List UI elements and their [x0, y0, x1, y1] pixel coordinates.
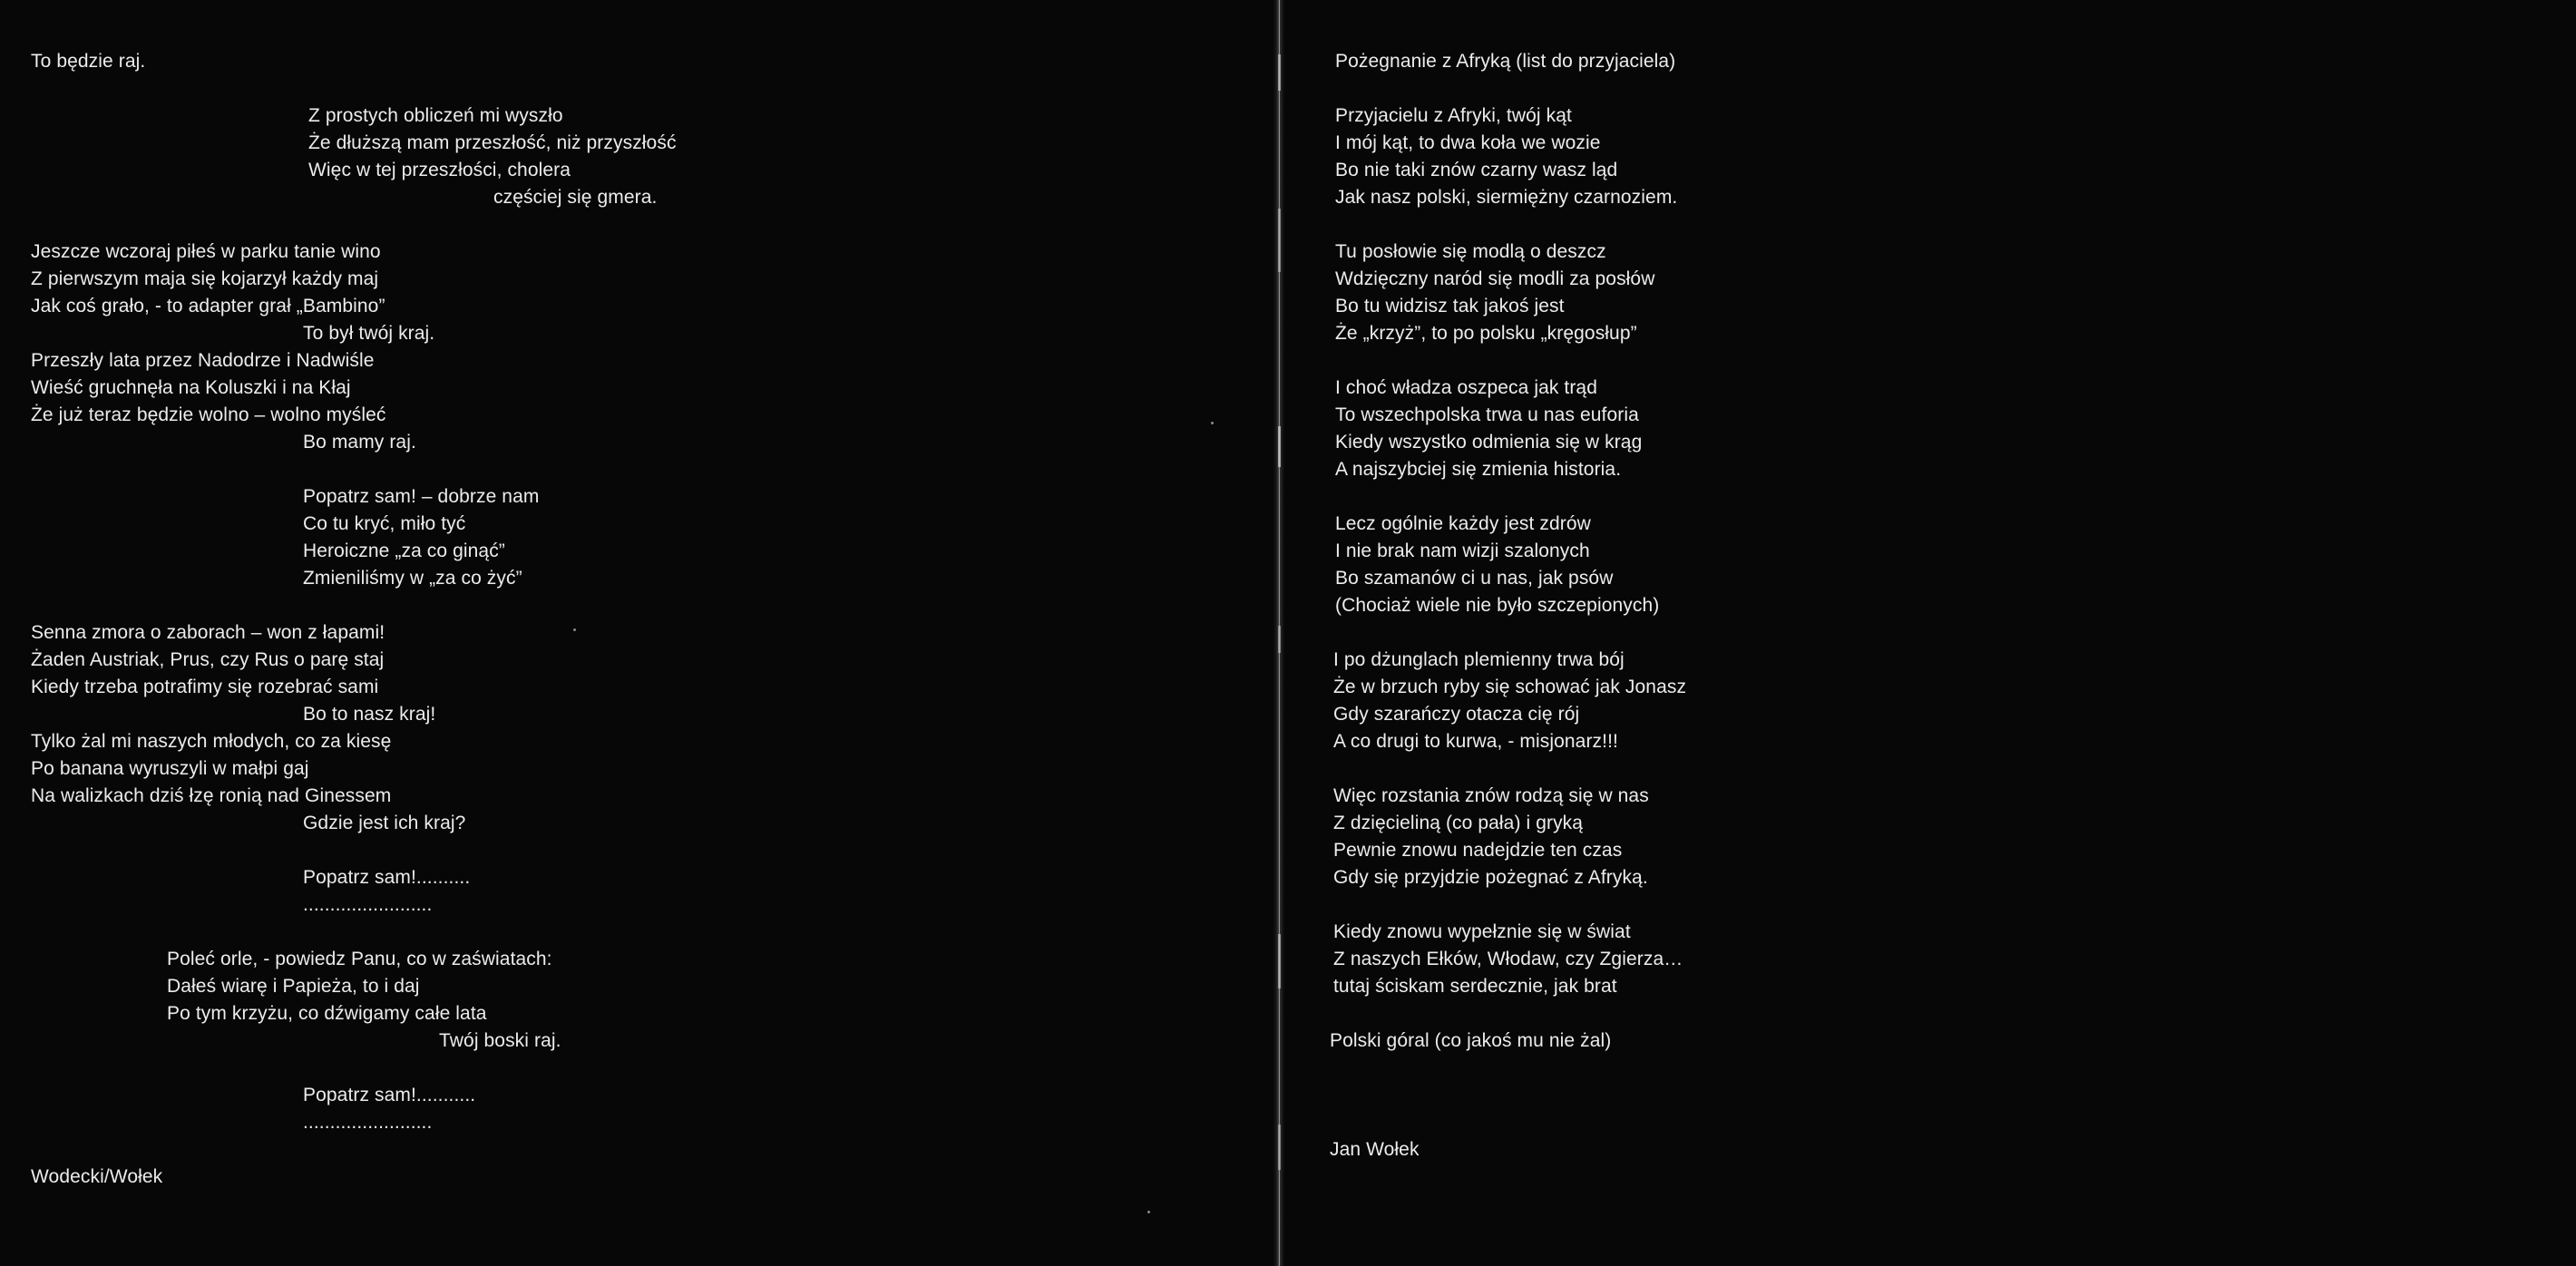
left-poem-line: Przeszły lata przez Nadodrze i Nadwiśle [31, 350, 375, 371]
left-poem-line: Jeszcze wczoraj piłeś w parku tanie wino [31, 241, 381, 262]
right-poem-line: Z dzięcieliną (co pała) i gryką [1333, 813, 1584, 833]
right-poem-line: Bo tu widzisz tak jakoś jest [1335, 296, 1565, 316]
left-poem-line: Bo to nasz kraj! [303, 704, 436, 725]
right-poem-line: Lecz ogólnie każdy jest zdrów [1335, 513, 1591, 534]
left-poem-line: Żaden Austriak, Prus, czy Rus o parę staj [31, 649, 385, 670]
right-poem-line: Że w brzuch ryby się schować jak Jonasz [1333, 677, 1687, 697]
left-poem-line: częściej się gmera. [493, 187, 658, 208]
dust-speck [1147, 1211, 1150, 1213]
right-poem-line: Polski góral (co jakoś mu nie żal) [1330, 1030, 1612, 1051]
right-poem-title: Pożegnanie z Afryką (list do przyjaciela) [1335, 51, 1676, 72]
dust-speck [573, 628, 576, 631]
left-poem-line: Gdzie jest ich kraj? [303, 813, 466, 833]
left-poem-line: Że dłuższą mam przeszłość, niż przyszłość [308, 132, 677, 153]
left-poem-line: Na walizkach dziś łzę ronią nad Ginessem [31, 785, 392, 806]
right-poem-line: I po dżunglach plemienny trwa bój [1333, 649, 1625, 670]
left-poem-line: Heroiczne „za co ginąć” [303, 540, 505, 561]
left-poem-line: Zmieniliśmy w „za co żyć” [303, 568, 522, 589]
fold-scratch [1278, 1125, 1281, 1170]
right-poem-line: Wdzięczny naród się modli za posłów [1335, 268, 1655, 289]
left-poem-line: Kiedy trzeba potrafimy się rozebrać sami [31, 677, 379, 697]
fold-scratch [1278, 209, 1281, 272]
right-poem-line: A co drugi to kurwa, - misjonarz!!! [1333, 731, 1618, 752]
right-poem-line: I mój kąt, to dwa koła we wozie [1335, 132, 1601, 153]
left-poem-line: Dałeś wiarę i Papieża, to i daj [167, 976, 420, 997]
right-poem-line: Jak nasz polski, siermiężny czarnoziem. [1335, 187, 1678, 208]
left-poem-line: Popatrz sam!........... [303, 1085, 476, 1105]
right-poem-line: Gdy się przyjdzie pożegnać z Afryką. [1333, 867, 1648, 888]
right-poem-line: Tu posłowie się modlą o deszcz [1335, 241, 1606, 262]
right-poem-credit: Jan Wołek [1330, 1139, 1420, 1160]
left-poem-line: Popatrz sam!.......... [303, 867, 471, 888]
left-poem-line: To był twój kraj. [303, 323, 435, 344]
right-poem-line: tutaj ściskam serdecznie, jak brat [1333, 976, 1617, 997]
right-poem-line: (Chociaż wiele nie było szczepionych) [1335, 595, 1660, 616]
right-poem-line: Z naszych Ełków, Włodaw, czy Zgierza… [1333, 949, 1683, 969]
right-poem-line: Gdy szarańczy otacza cię rój [1333, 704, 1580, 725]
fold-scratch [1278, 54, 1281, 91]
right-poem-line: Bo nie taki znów czarny wasz ląd [1335, 160, 1618, 180]
right-poem-line: I nie brak nam wizji szalonych [1335, 540, 1590, 561]
left-poem-line: ........................ [303, 1112, 433, 1133]
left-poem-line: Co tu kryć, miło tyć [303, 513, 466, 534]
left-poem-credit: Wodecki/Wołek [31, 1166, 163, 1187]
left-poem-line: Więc w tej przeszłości, cholera [308, 160, 571, 180]
left-poem-line: Wieść gruchnęła na Koluszki i na Kłaj [31, 377, 351, 398]
right-poem-line: Więc rozstania znów rodzą się w nas [1333, 785, 1649, 806]
fold-scratch [1278, 934, 1281, 988]
left-poem-line: Po tym krzyżu, co dźwigamy całe lata [167, 1003, 487, 1024]
fold-scratch [1278, 426, 1281, 467]
left-poem-line: Tylko żal mi naszych młodych, co za kiesę [31, 731, 392, 752]
fold-scratch [1278, 626, 1281, 653]
right-poem-line: Przyjacielu z Afryki, twój kąt [1335, 105, 1572, 126]
left-poem-line: Popatrz sam! – dobrze nam [303, 486, 540, 507]
left-poem-line: Poleć orle, - powiedz Panu, co w zaświatach: [167, 949, 552, 969]
right-poem-line: To wszechpolska trwa u nas euforia [1335, 404, 1639, 425]
left-poem-line: Senna zmora o zaborach – won z łapami! [31, 622, 385, 643]
right-poem-line: Kiedy znowu wypełznie się w świat [1333, 921, 1631, 942]
dust-speck [1211, 422, 1214, 424]
right-poem-line: Pewnie znowu nadejdzie ten czas [1333, 840, 1623, 861]
left-poem-line: Jak coś grało, - to adapter grał „Bambino” [31, 296, 385, 316]
left-poem-line: Bo mamy raj. [303, 432, 416, 453]
left-poem-line: Po banana wyruszyli w małpi gaj [31, 758, 309, 779]
left-poem-line: Twój boski raj. [439, 1030, 561, 1051]
left-poem-line: Z pierwszym maja się kojarzył każdy maj [31, 268, 379, 289]
left-poem-title: To będzie raj. [31, 51, 146, 72]
right-poem-line: Że „krzyż”, to po polsku „kręgosłup” [1335, 323, 1637, 344]
right-poem-line: Kiedy wszystko odmienia się w krąg [1335, 432, 1643, 453]
right-poem-line: A najszybciej się zmienia historia. [1335, 459, 1622, 480]
left-poem-line: Że już teraz będzie wolno – wolno myśleć [31, 404, 386, 425]
left-poem-line: ........................ [303, 894, 433, 915]
right-poem-line: I choć władza oszpeca jak trąd [1335, 377, 1597, 398]
left-poem-line: Z prostych obliczeń mi wyszło [308, 105, 563, 126]
right-poem-line: Bo szamanów ci u nas, jak psów [1335, 568, 1614, 589]
